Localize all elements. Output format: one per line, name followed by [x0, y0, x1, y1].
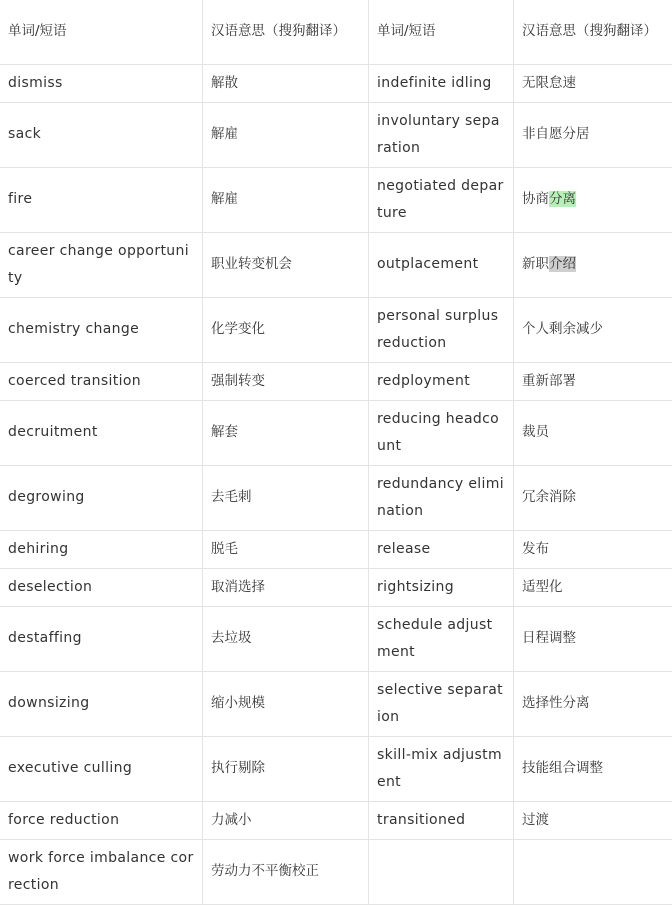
meaning-cell: 去毛刺 — [203, 465, 369, 530]
meaning-cell: 个人剩余减少 — [514, 297, 672, 362]
word-cell: force reduction — [0, 801, 203, 839]
meaning-cell — [514, 232, 672, 297]
word-cell: reducing headcount — [369, 400, 514, 465]
word-cell: executive culling — [0, 736, 203, 801]
header-word: 单词/短语 — [0, 0, 203, 64]
word-cell: negotiated departure — [369, 167, 514, 232]
meaning-cell: 去垃圾 — [203, 606, 369, 671]
word-cell: redundancy elimination — [369, 465, 514, 530]
meaning-text: 新职 — [522, 256, 549, 272]
word-cell: rightsizing — [369, 568, 514, 606]
word-cell: dehiring — [0, 530, 203, 568]
table-row — [0, 671, 672, 736]
table-row — [0, 606, 672, 671]
table-row — [0, 530, 672, 568]
meaning-cell: 力减小 — [203, 801, 369, 839]
meaning-cell: 技能组合调整 — [514, 736, 672, 801]
word-cell: deselection — [0, 568, 203, 606]
meaning-cell: 解雇 — [203, 167, 369, 232]
word-cell: dismiss — [0, 64, 203, 102]
word-cell: fire — [0, 167, 203, 232]
word-cell: indefinite idling — [369, 64, 514, 102]
table-row — [0, 568, 672, 606]
table-row — [0, 400, 672, 465]
meaning-text: 协商 — [522, 191, 549, 207]
header-word: 单词/短语 — [369, 0, 514, 64]
meaning-cell: 解套 — [203, 400, 369, 465]
meaning-cell: 解散 — [203, 64, 369, 102]
table-row — [0, 801, 672, 839]
meaning-cell: 劳动力不平衡校正 — [203, 839, 369, 904]
word-cell: involuntary separation — [369, 102, 514, 167]
table-header-row — [0, 0, 672, 64]
word-cell: destaffing — [0, 606, 203, 671]
word-cell: downsizing — [0, 671, 203, 736]
meaning-cell: 裁员 — [514, 400, 672, 465]
meaning-cell: 脱毛 — [203, 530, 369, 568]
table-row — [0, 736, 672, 801]
word-cell: work force imbalance correction — [0, 839, 203, 904]
meaning-cell: 发布 — [514, 530, 672, 568]
meaning-cell: 无限怠速 — [514, 64, 672, 102]
word-cell: outplacement — [369, 232, 514, 297]
table-row — [0, 167, 672, 232]
meaning-cell — [514, 839, 672, 904]
table-row — [0, 102, 672, 167]
word-cell: schedule adjustment — [369, 606, 514, 671]
meaning-cell: 解雇 — [203, 102, 369, 167]
meaning-cell: 取消选择 — [203, 568, 369, 606]
meaning-cell: 适型化 — [514, 568, 672, 606]
meaning-cell — [514, 167, 672, 232]
meaning-cell: 选择性分离 — [514, 671, 672, 736]
word-cell: career change opportunity — [0, 232, 203, 297]
table-row — [0, 232, 672, 297]
meaning-cell: 职业转变机会 — [203, 232, 369, 297]
meaning-cell: 冗余消除 — [514, 465, 672, 530]
table-row — [0, 465, 672, 530]
word-cell: decruitment — [0, 400, 203, 465]
meaning-cell: 日程调整 — [514, 606, 672, 671]
highlighted-text: 分离 — [549, 191, 576, 207]
word-cell: redployment — [369, 362, 514, 400]
meaning-cell: 强制转变 — [203, 362, 369, 400]
meaning-cell: 过渡 — [514, 801, 672, 839]
header-meaning: 汉语意思（搜狗翻译） — [203, 0, 369, 64]
word-cell: degrowing — [0, 465, 203, 530]
meaning-cell: 非自愿分居 — [514, 102, 672, 167]
meaning-cell: 执行剔除 — [203, 736, 369, 801]
word-cell: chemistry change — [0, 297, 203, 362]
table-row — [0, 839, 672, 904]
word-cell: transitioned — [369, 801, 514, 839]
word-cell — [369, 839, 514, 904]
word-cell: release — [369, 530, 514, 568]
word-cell: selective separation — [369, 671, 514, 736]
word-cell: personal surplus reduction — [369, 297, 514, 362]
highlighted-text: 介绍 — [549, 256, 576, 272]
word-cell: coerced transition — [0, 362, 203, 400]
header-meaning: 汉语意思（搜狗翻译） — [514, 0, 672, 64]
table-row — [0, 64, 672, 102]
table-row — [0, 297, 672, 362]
meaning-cell: 化学变化 — [203, 297, 369, 362]
word-cell: skill-mix adjustment — [369, 736, 514, 801]
table-row — [0, 362, 672, 400]
meaning-cell: 缩小规模 — [203, 671, 369, 736]
meaning-cell: 重新部署 — [514, 362, 672, 400]
word-cell: sack — [0, 102, 203, 167]
